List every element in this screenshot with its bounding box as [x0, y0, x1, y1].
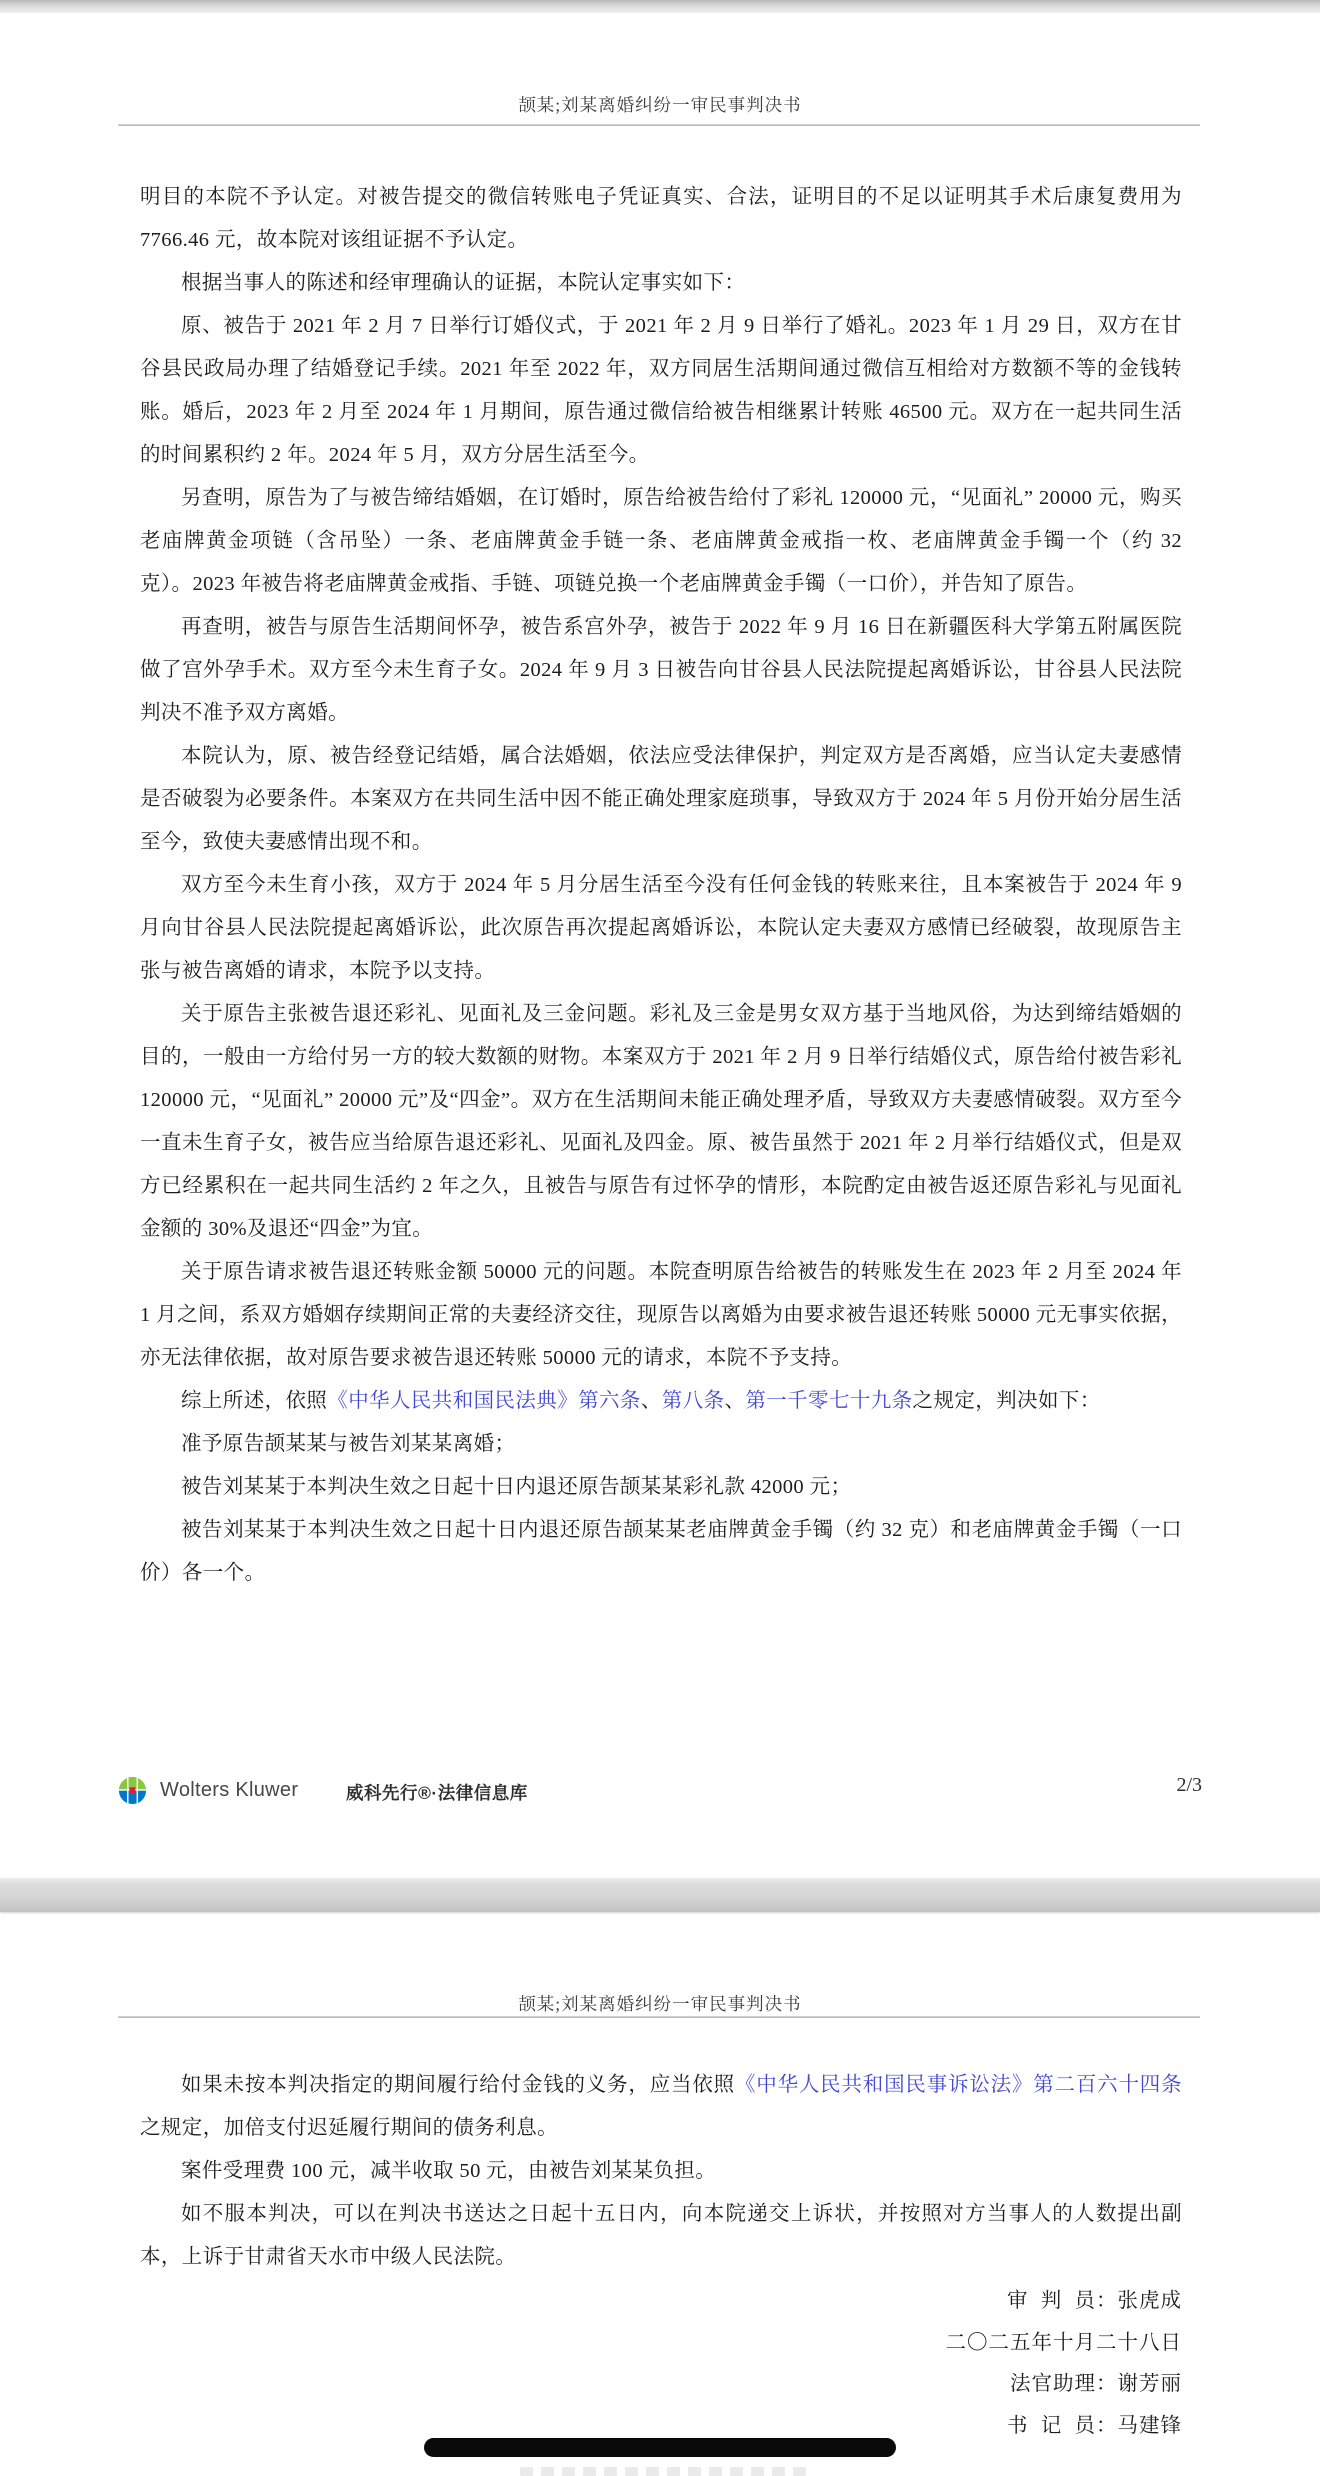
viewer-top-edge-shadow: [0, 0, 1320, 13]
statute-link[interactable]: 《中华人民共和国民法典》: [327, 1390, 579, 1412]
judgment-paragraph: 如果未按本判决指定的期间履行给付金钱的义务，应当依照《中华人民共和国民事诉讼法》第二百六十四条之规定，加倍支付迟延履行期间的债务利息。: [140, 2074, 1182, 2139]
header-divider: [118, 124, 1200, 126]
page-header-title: 颉某;刘某离婚纠纷一审民事判决书: [518, 1994, 802, 2014]
wolters-kluwer-wordmark: Wolters Kluwer: [160, 1779, 299, 1801]
statute-link[interactable]: 《中华人民共和国民事诉讼法》: [734, 2074, 1034, 2096]
judgment-paragraph: 根据当事人的陈述和经审理确认的证据，本院认定事实如下：: [181, 272, 746, 294]
weike-xianxing-label: 威科先行®·法律信息库: [346, 1783, 528, 1803]
signature-line: 书 记 员：马建锋: [1007, 2414, 1182, 2437]
statute-link[interactable]: 第六条: [578, 1390, 641, 1412]
signature-line: 审 判 员：张虎成: [1007, 2290, 1182, 2312]
judgment-paragraph: 再查明，被告与原告生活期间怀孕，被告系宫外孕，被告于 2022 年 9 月 16 日在新疆医科大学第五附属医院做了宫外孕手术。双方至今未生育子女。2024 年 9 月 3 日被告向甘谷县人民法院提起离婚诉讼，甘谷县人民法院判决不准予双方离婚。: [140, 616, 1182, 724]
judgment-paragraph: 被告刘某某于本判决生效之日起十日内退还原告颉某某老庙牌黄金手镯（约 32 克）和老庙牌黄金手镯（一口价）各一个。: [140, 1519, 1182, 1584]
judgment-paragraph: 综上所述，依照《中华人民共和国民法典》第六条、第八条、第一千零七十九条之规定，判决如下：: [181, 1390, 1101, 1412]
judgment-paragraph: 另查明，原告为了与被告缔结婚姻，在订婚时，原告给被告给付了彩礼 120000 元，“见面礼” 20000 元，购买老庙牌黄金项链（含吊坠）一条、老庙牌黄金手链一条、老庙牌黄金戒指一枚、老庙牌黄金手镯一个（约 32 克）。2023 年被告将老庙牌黄金戒指、手链、项链兑换一个老庙牌黄金手镯（一口价），并告知了原告。: [140, 487, 1182, 595]
statute-link[interactable]: 第八条: [661, 1390, 725, 1412]
home-indicator-bar[interactable]: [424, 2438, 896, 2457]
judgment-paragraph: 如不服本判决，可以在判决书送达之日起十五日内，向本院递交上诉状，并按照对方当事人的人数提出副本，上诉于甘肃省天水市中级人民法院。: [140, 2203, 1182, 2268]
judgment-paragraph: 案件受理费 100 元，减半收取 50 元，由被告刘某某负担。: [181, 2160, 717, 2182]
signature-line: 法官助理：谢芳丽: [1010, 2373, 1182, 2395]
wolters-kluwer-logo-icon: [118, 1776, 147, 1805]
judgment-paragraph: 被告刘某某于本判决生效之日起十日内退还原告颉某某彩礼款 42000 元；: [181, 1476, 852, 1498]
signature-line: 二〇二五年十月二十八日: [945, 2331, 1182, 2354]
judgment-paragraph: 准予原告颉某某与被告刘某某离婚；: [181, 1433, 516, 1455]
statute-link[interactable]: 第二百六十四条: [1033, 2074, 1182, 2096]
page-number: 2/3: [1176, 1774, 1202, 1796]
judgment-body-page2: [140, 2064, 1182, 2279]
cutoff-faint-text: [520, 2467, 806, 2476]
judgment-paragraph: 双方至今未生育小孩，双方于 2024 年 5 月分居生活至今没有任何金钱的转账来往，且本案被告于 2024 年 9 月向甘谷县人民法院提起离婚诉讼，此次原告再次提起离婚诉讼，本院认定夫妻双方感情已经破裂，故现原告主张与被告离婚的请求，本院予以支持。: [140, 874, 1182, 982]
page-gap-separator: [0, 1878, 1320, 1912]
judgment-paragraph: 明目的本院不予认定。对被告提交的微信转账电子凭证真实、合法，证明目的不足以证明其手术后康复费用为 7766.46 元，故本院对该组证据不予认定。: [140, 186, 1182, 251]
judgment-paragraph: 本院认为，原、被告经登记结婚，属合法婚姻，依法应受法律保护，判定双方是否离婚，应当认定夫妻感情是否破裂为必要条件。本案双方在共同生活中因不能正确处理家庭琐事，导致双方于 2024 年 5 月份开始分居生活至今，致使夫妻感情出现不和。: [140, 745, 1182, 853]
page-header-title: 颉某;刘某离婚纠纷一审民事判决书: [518, 95, 802, 115]
judgment-paragraph: 原、被告于 2021 年 2 月 7 日举行订婚仪式，于 2021 年 2 月 9 日举行了婚礼。2023 年 1 月 29 日，双方在甘谷县民政局办理了结婚登记手续。2021 年至 2022 年，双方同居生活期间通过微信互相给对方数额不等的金钱转账。婚后，2023 年 2 月至 2024 年 1 月期间，原告通过微信给被告相继累计转账 46500 元。双方在一起共同生活的时间累积约 2 年。2024 年 5 月，双方分居生活至今。: [140, 315, 1182, 466]
judgment-body-page1: [140, 176, 1182, 1595]
header-divider: [118, 2016, 1200, 2018]
judgment-paragraph: 关于原告主张被告退还彩礼、见面礼及三金问题。彩礼及三金是男女双方基于当地风俗，为达到缔结婚姻的目的，一般由一方给付另一方的较大数额的财物。本案双方于 2021 年 2 月 9 日举行结婚仪式，原告给付被告彩礼 120000 元，“见面礼” 20000 元”及“四金”。双方在生活期间未能正确处理矛盾，导致双方夫妻感情破裂。双方至今一直未生育子女，被告应当给原告退还彩礼、见面礼及四金。原、被告虽然于 2021 年 2 月举行结婚仪式，但是双方已经累积在一起共同生活约 2 年之久，且被告与原告有过怀孕的情形，本院酌定由被告返还原告彩礼与见面礼金额的 30%及退还“四金”为宜。: [140, 1003, 1182, 1240]
page-footer: [118, 1774, 1202, 1814]
statute-link[interactable]: 第一千零七十九条: [745, 1390, 913, 1412]
judgment-paragraph: 关于原告请求被告退还转账金额 50000 元的问题。本院查明原告给被告的转账发生在 2023 年 2 月至 2024 年 1 月之间，系双方婚姻存续期间正常的夫妻经济交往，现原告以离婚为由要求被告退还转账 50000 元无事实依据，亦无法律依据，故对原告要求被告退还转账 50000 元的请求，本院不予支持。: [140, 1261, 1182, 1369]
signature-block: [946, 2281, 1183, 2447]
